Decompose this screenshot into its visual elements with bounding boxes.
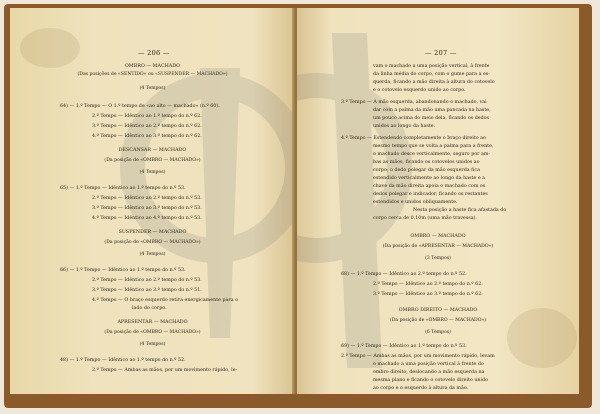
page-number-right: — 207 — xyxy=(425,49,457,57)
section-title: DESCANSAR — MACHADO xyxy=(118,148,187,153)
instruction-line: mesma plano e ficando o cotovelo direito unido xyxy=(373,378,489,383)
instruction-line: ao corpo e o esquerdo à altura da mão. xyxy=(373,386,469,391)
section-title: OMBRO — MACHADO xyxy=(124,64,181,69)
section-subtitle: (Da posição de «OMBRO — MACHADO») xyxy=(389,318,487,323)
section-title: OMBRO DIREITO — MACHADO xyxy=(398,308,478,313)
instruction-line: lado do corpo. xyxy=(132,306,167,311)
instruction-line: 69) — 1.º Tempo — Idêntico ao 1.º tempo do n.º 53. xyxy=(341,344,467,349)
instruction-line: dar com a palma da mão uma pancada na haste, xyxy=(373,108,491,113)
section-tempos: (4 Tempos) xyxy=(139,252,166,257)
instruction-line: 2.º Tempo — Ambas as mãos, por um movimento rápido, levam xyxy=(341,354,495,359)
instruction-line: 2.º Tempo — Idêntico ao 2.º tempo do n.º 62. xyxy=(373,282,483,287)
instruction-line: bas as mãos, ficando os cotovelos unidos ao xyxy=(373,160,480,165)
instruction-line: da linha média do corpo, com o gume para a es- xyxy=(373,72,490,77)
instruction-line: 4.º Tempo — Idêntico ao 3.º tempo do n.º 62. xyxy=(92,134,202,139)
instruction-line: 2.º Tempo — Idêntico ao 2.º tempo do n.º 53. xyxy=(92,278,202,283)
instruction-line: estendido verticalmente ao longo da haste e a xyxy=(373,176,486,181)
instruction-line: corpo; o dedo polegar da mão esquerda fica xyxy=(373,168,480,173)
section-tempos: (6 Tempos) xyxy=(425,330,451,335)
section-subtitle: (Das posições de «SENTIDO» ou «SUSPENDER — MACHADO») xyxy=(77,72,228,77)
instruction-line: 3.º Tempo — Idêntico ao 3.º tempo do n.º 51. xyxy=(92,288,202,293)
section-subtitle: (Da posição de «OMBRO — MACHADO») xyxy=(104,240,201,245)
instruction-line: um pouco acima do meio dela, ficando os dedos xyxy=(373,116,490,121)
section-tempos: (3 Tempos) xyxy=(425,256,451,261)
instruction-line: 66) — 1.º Tempo — Idêntico ao 1.º tempo do n.º 53. xyxy=(60,268,186,273)
instruction-line: 64) — 1.º Tempo — O 1.º tempo de «ao alto — machado» (n.º 60). xyxy=(60,104,220,109)
instruction-line: chave da mão direita apoia o machado com os xyxy=(373,184,486,189)
page-number-left: — 206 — xyxy=(138,49,170,57)
instruction-line: 65) — 1.º Tempo — Idêntico ao 1.º tempo do n.º 53. xyxy=(60,186,186,191)
instruction-line: 68) — 1.º Tempo — Idêntico ao 2.º tempo do n.º 52. xyxy=(341,272,467,277)
instruction-line: corpo cerca de 0,10m (uma mão travessa). xyxy=(373,216,477,221)
right-page-content xyxy=(297,8,579,394)
instruction-line: 4.º Tempo — Idêntico ao 4.º tempo do n.º 53. xyxy=(92,216,202,221)
section-subtitle: (Da posição de «OMBRO — MACHADO») xyxy=(104,330,201,335)
instruction-line: unidos ao longo da haste. xyxy=(373,124,436,129)
instruction-line: 48) — 1.º Tempo — Idêntico ao 1.º tempo do n.º 52. xyxy=(60,358,186,363)
instruction-line: 3.º Tempo — A mão esquerda, abandonando o machado, vai xyxy=(341,100,487,105)
instruction-line: 2.º Tempo — Idêntico ao 1.º tempo do n.º 62. xyxy=(92,114,202,119)
section-title: SUSPENDER — MACHADO xyxy=(118,230,187,235)
instruction-line: 2.º Tempo — Idêntico ao 2.º tempo do n.º 53. xyxy=(92,196,202,201)
instruction-line: estendidos e unidos obliquamente. xyxy=(373,200,458,205)
instruction-line: Nesta posição a haste fica afastada do xyxy=(413,208,507,213)
instruction-line: ombro direito, deslocando a mão esquerda na xyxy=(373,370,485,375)
right-page xyxy=(297,8,579,394)
instruction-line: querda, ficando a mão direita à altura do cotovelo xyxy=(373,80,495,85)
instruction-line: o machado desce verticalmente, seguro por am- xyxy=(373,152,491,157)
instruction-line: 2.º Tempo — Ambas as mãos, por um movimento rápido, le- xyxy=(92,368,238,373)
section-subtitle: (Da posição de «APRESENTAR — MACHADO») xyxy=(382,244,494,249)
section-subtitle: (Da posição de «OMBRO — MACHADO») xyxy=(104,158,201,163)
instruction-line: 4.º Tempo — Estendendo completamente o braço direito ao xyxy=(341,136,486,141)
instruction-line: 3.º Tempo — Idêntico ao 3.º tempo do n.º 62. xyxy=(373,292,483,297)
instruction-line: o machado a uma posição vertical à frente do xyxy=(373,362,484,367)
instruction-line: dedos polegar e indicador, ficando os restantes xyxy=(373,192,488,197)
instruction-line: 4.º Tempo — O braço esquerdo retira energicamente para o xyxy=(92,298,238,303)
section-tempos: (4 Tempos) xyxy=(139,86,166,91)
instruction-line: mesmo tempo que se volta a palma para a frente, xyxy=(373,144,494,149)
instruction-line: e o cotovelo esquerdo unido ao corpo. xyxy=(373,88,466,93)
instruction-line: 3.º Tempo — Idêntico ao 2.º tempo do n.º 62. xyxy=(92,124,202,129)
section-tempos: (4 Tempos) xyxy=(139,170,166,175)
left-page xyxy=(10,8,295,394)
section-title: APRESENTAR — MACHADO xyxy=(117,320,188,325)
left-page-content xyxy=(10,8,295,394)
instruction-line: 3.º Tempo — Idêntico ao 3.º tempo do n.º 53. xyxy=(92,206,202,211)
section-tempos: (4 Tempos) xyxy=(139,342,166,347)
section-title: OMBRO — MACHADO xyxy=(410,234,466,239)
instruction-line: vam o machado a uma posição vertical, à frente xyxy=(373,64,490,69)
